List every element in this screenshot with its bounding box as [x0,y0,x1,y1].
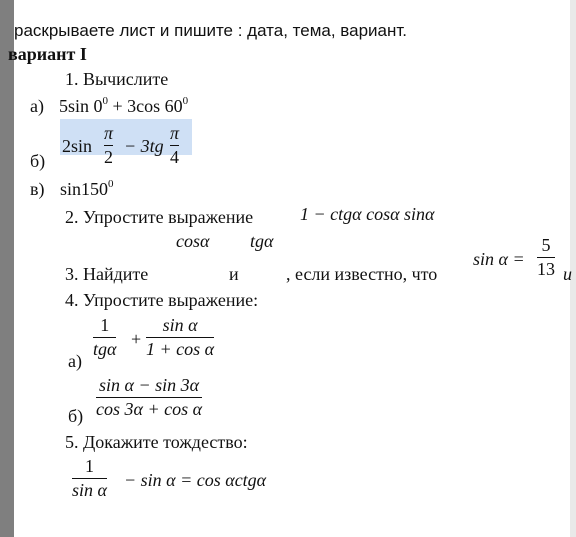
task1-a-degree1: 0 [102,95,109,107]
fraction-bar [170,145,179,146]
task1-b-numerator2: π [170,123,180,143]
task3-find: 3. Найдите [65,264,149,284]
task1-b-numerator1: π [104,123,114,143]
task3-fraction [537,236,555,278]
task1-v-expression [60,180,114,198]
task1-a-term1: 5sin 0 [59,96,103,116]
intro-text: раскрываете лист и пишите : дата, тема, вариант. [14,21,408,40]
task4-a-denominator1: tgα [93,339,117,359]
task2-heading: 2. Упростите выражение [65,207,254,227]
task1-b-denominator2: 4 [170,147,180,167]
task1-b-label: б) [30,151,46,171]
task5-rest: − sin α = cos αctgα [124,470,267,490]
task5-fraction [72,457,107,499]
task3-cos-alpha: cosα [176,231,210,251]
fraction-bar [93,337,116,338]
task1-v-term: sin150 [60,179,109,199]
task1-a-label: а) [30,96,44,116]
task5-denominator: sin α [72,480,107,500]
variant-title: вариант I [8,44,87,64]
task3-condition: , если известно, что [286,264,438,284]
task4-a-fraction1 [93,316,116,358]
task3-numerator: 5 [541,235,551,255]
task1-b-denominator1: 2 [104,147,114,167]
task5-numerator: 1 [84,456,94,476]
task3-denominator: 13 [537,259,555,279]
task4-a-label: а) [68,351,82,371]
task1-a-degree2: 0 [182,95,189,107]
fraction-bar [537,257,555,258]
task4-heading: 4. Упростите выражение: [65,290,259,310]
fraction-bar [96,397,202,398]
task2-expression: 1 − ctgα cosα sinα [300,204,435,224]
task4-b-numerator: sin α − sin 3α [98,375,200,395]
task1-b-middle: − 3tg [124,136,164,156]
task4-b-fraction [96,376,202,418]
task1-v-degree: 0 [108,178,114,190]
task1-v-label: в) [30,179,45,199]
task3-tg-alpha: tgα [250,231,274,251]
fraction-bar [146,337,214,338]
task4-a-plus: + [131,329,142,349]
left-page-edge [0,0,14,537]
task1-heading: 1. Вычислите [65,69,169,89]
task4-b-denominator: cos 3α + cos α [96,399,203,419]
task4-a-numerator1: 1 [100,315,110,335]
task3-tail: и [563,264,572,284]
task4-a-numerator2: sin α [162,315,198,335]
task1-b-prefix: 2sin [62,136,93,156]
task3-and: и [229,264,239,284]
fraction-bar [72,478,107,479]
task1-b-fraction2 [170,124,179,166]
task1-a-term2: + 3cos 60 [108,96,183,116]
task4-a-denominator2: 1 + cos α [146,339,215,359]
fraction-bar [104,145,113,146]
task4-a-fraction2 [146,316,214,358]
task4-b-label: б) [68,406,84,426]
task3-sin-label: sin α = [473,249,525,269]
task1-a-expression [59,97,188,115]
task5-heading: 5. Докажите тождество: [65,432,248,452]
task1-b-fraction1 [104,124,113,166]
